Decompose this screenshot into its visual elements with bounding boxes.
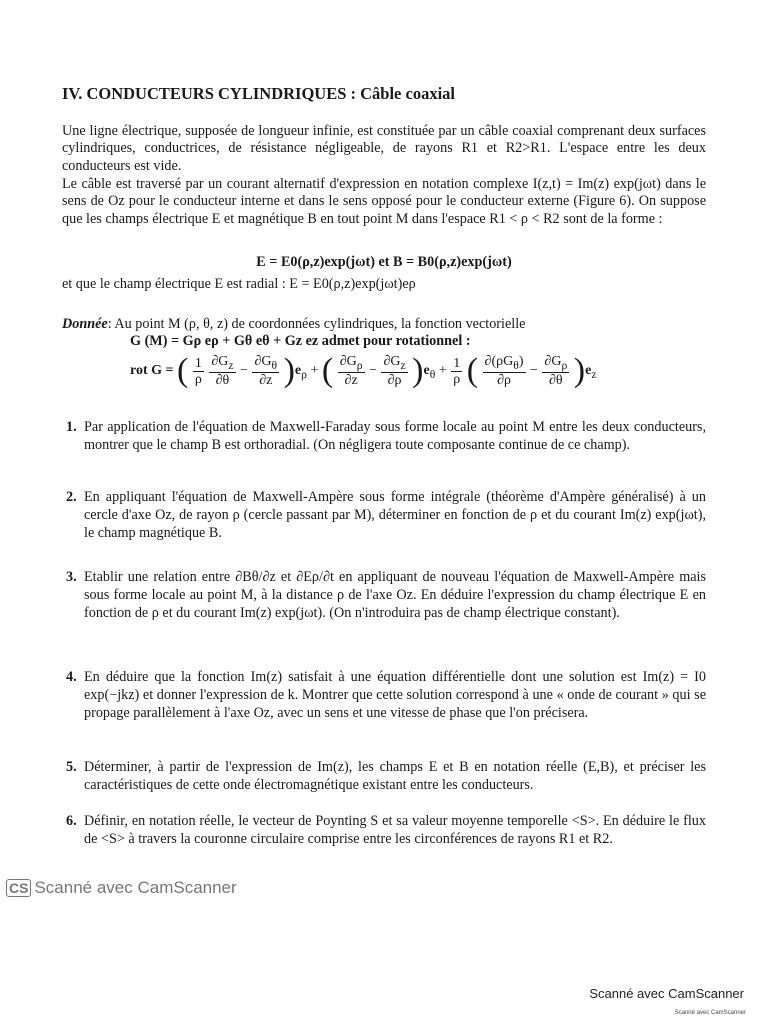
- question-number: 3.: [66, 569, 77, 585]
- question-number: 5.: [66, 759, 77, 775]
- camscanner-watermark: [6, 878, 237, 898]
- question-number: 1.: [66, 419, 77, 435]
- question-text: Par application de l'équation de Maxwell-Faraday sous forme locale au point M entre les deux conducteurs, montrer que le champ B est orthoradial. (On négligera toute composante continue de ce champ).: [84, 419, 706, 453]
- question-5: [66, 758, 706, 794]
- intro-paragraph-3: et que le champ électrique E est radial : E = E0(ρ,z)exp(jωt)eρ: [62, 276, 416, 292]
- donnee-label: Donnée: [62, 316, 108, 332]
- donnee-block: [62, 316, 706, 333]
- section-title: IV. CONDUCTEURS CYLINDRIQUES : Câble coaxial: [62, 84, 455, 103]
- question-text: Etablir une relation entre ∂Bθ/∂z et ∂Eρ/∂t en appliquant de nouveau l'équation de Maxwell-Ampère mais sous forme locale au point M, à la distance ρ de l'axe Oz. En déduire l'expression du champ électrique E en fonction de ρ et du courant Im(z) exp(jωt). (On n'introduira pas de champ électrique constant).: [84, 569, 706, 621]
- question-text: Déterminer, à partir de l'expression de Im(z), les champs E et B en notation réelle (E,B), et préciser les caractéristiques de cette onde électromagnétique existant entre les conducteurs.: [84, 759, 706, 793]
- footer-text: Scanné avec CamScanner: [589, 986, 744, 1001]
- donnee-line-1: : Au point M (ρ, θ, z) de coordonnées cylindriques, la fonction vectorielle: [107, 316, 526, 332]
- intro-paragraph-2: Le câble est traversé par un courant alternatif d'expression en notation complexe I(z,t) = Im(z) exp(jωt) dans le sens de Oz pour le conducteur interne et dans le sens opposé pour le conducteur externe (Figure 6). On suppose que les champs électrique E et magnétique B en tout point M dans l'espace R1 < ρ < R2 sont de la forme :: [62, 176, 706, 227]
- question-3: [66, 568, 706, 622]
- intro-paragraph-1: Une ligne électrique, supposée de longueur infinie, est constituée par un câble coaxial comprenant deux surfaces cylindriques, conductrices, de résistance négligeable, de rayons R1 et R2>R1. L'espace entre les deux conducteurs est vide.: [62, 123, 706, 174]
- rot-label: rot G =: [130, 363, 174, 379]
- question-1: [66, 418, 706, 454]
- rotational-formula: rot G = ( $\frac{1}{\rho}$ $\frac{\partial G_z}{\partial\theta}$ − $\frac{\partial G_\theta}{\partial z}$ )$e_\rho$ + ( $\frac{\partial G_\rho}{\partial z}$ − $\frac{\partial G_z}{\partial\rho}$ )$e_\theta$ + $\frac{1}{\rho}$ ( $\frac{\partial(\rho G_\theta)}{\partial\rho}$ − $\frac{\partial G_\rho}{\partial\theta}$ )$e_z$: [130, 352, 597, 389]
- field-equations: E = E0(ρ,z)exp(jωt) et B = B0(ρ,z)exp(jωt): [256, 254, 512, 270]
- question-text: Définir, en notation réelle, le vecteur de Poynting S et sa valeur moyenne temporelle <S>. En déduire le flux de <S> à travers la couronne circulaire comprise entre les circonférences de rayons R1 et R2.: [84, 813, 706, 847]
- footer-small-text: Scanné avec CamScanner: [674, 1010, 746, 1016]
- question-number: 6.: [66, 813, 77, 829]
- question-2: [66, 488, 706, 542]
- question-number: 2.: [66, 489, 77, 505]
- question-4: [66, 668, 706, 722]
- watermark-text: Scanné avec CamScanner: [34, 878, 237, 897]
- question-number: 4.: [66, 669, 77, 685]
- donnee-line-2: G (M) = Gρ eρ + Gθ eθ + Gz ez admet pour rotationnel :: [130, 333, 471, 349]
- question-text: En appliquant l'équation de Maxwell-Ampère sous forme intégrale (théorème d'Ampère généralisé) à un cercle d'axe Oz, de rayon ρ (cercle passant par M), déterminer en fonction de ρ et du courant Im(z) exp(jωt), le champ magnétique B.: [84, 489, 706, 541]
- question-text: En déduire que la fonction Im(z) satisfait à une équation différentielle dont une solution est Im(z) = I0 exp(−jkz) et donner l'expression de k. Montrer que cette solution correspond à une « onde de courant » qui se propage parallèlement à l'axe Oz, avec un sens et une vitesse de phase que l'on précisera.: [84, 669, 706, 721]
- camscanner-logo: CS: [6, 879, 31, 897]
- question-6: [66, 812, 706, 848]
